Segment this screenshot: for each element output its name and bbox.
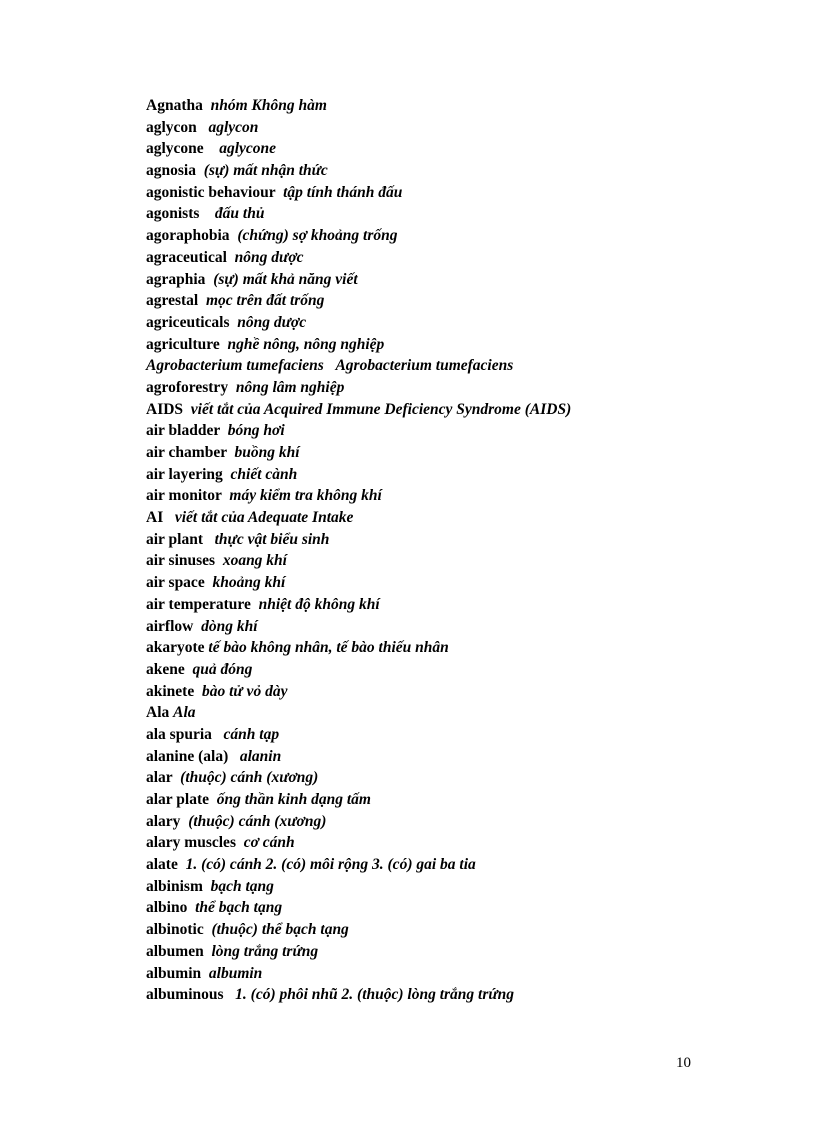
glossary-entry [146,550,786,572]
glossary-entry [146,659,786,681]
entry-definition: nông lâm nghiệp [235,378,345,396]
entry-term: agroforestry [146,378,229,396]
entry-term: albino [146,899,188,917]
entry-term: alary [146,812,181,830]
entry-definition: quả đóng [192,660,253,678]
glossary-entry [146,919,786,941]
entry-separator [215,552,223,569]
entry-definition: Ala [173,704,196,722]
glossary-entry [146,876,786,898]
entry-definition: ống thần kinh dạng tấm [216,791,371,808]
entry-term: airflow [146,617,194,635]
entry-term: air sinuses [146,552,216,570]
glossary-entry [146,464,786,486]
entry-term: Agnatha [146,97,203,114]
glossary-entry [146,399,786,421]
glossary-entry [146,312,786,334]
entry-term: albinism [146,877,203,895]
entry-term: albinotic [146,921,204,939]
glossary-entry [146,507,786,529]
entry-definition: (sự) mất nhận thức [203,162,328,180]
entry-definition: alanin [239,747,282,765]
entry-definition: thực vật biểu sinh [214,530,330,548]
entry-separator [204,140,220,157]
glossary-entry [146,269,786,291]
entry-term: ala spuria [146,725,212,743]
entry-separator [199,205,215,222]
entry-definition: buồng khí [234,444,300,461]
entry-definition: viết tắt của Adequate Intake [174,509,354,527]
entry-separator [203,878,211,895]
entry-separator [197,119,209,136]
entry-separator [228,379,236,396]
entry-definition: nhóm Không hàm [210,97,327,114]
entry-separator [201,965,209,982]
glossary-entry [146,767,786,789]
entry-term: air temperature [146,595,251,613]
entry-term: alar [146,769,173,787]
entry-term: air chamber [146,444,227,461]
entry-definition: 1. (có) cánh 2. (có) môi rộng 3. (có) gai ba tia [185,856,476,874]
entry-term: AI [146,509,164,527]
entry-definition: albumin [208,964,263,982]
entry-definition: 1. (có) phôi nhũ 2. (thuộc) lòng trắng trứng [235,986,515,1004]
entry-separator [275,184,283,201]
entry-definition: tập tính thánh đấu [283,183,403,201]
entry-separator [223,466,231,483]
entry-separator [209,791,217,808]
glossary-entry [146,637,786,659]
entry-separator [251,596,259,613]
entry-term: agrestal [146,292,199,310]
entry-definition: chiết cành [230,465,298,483]
glossary-entry [146,572,786,594]
entry-separator [228,748,240,765]
entry-term: air monitor [146,487,222,505]
glossary-entry [146,897,786,919]
entry-definition: dòng khí [201,617,258,635]
entry-definition: máy kiểm tra không khí [229,487,382,505]
entry-separator [227,249,235,266]
entry-definition: nông dược [237,313,307,331]
entry-separator [178,856,186,873]
entry-separator [163,509,175,526]
entry-term: air layering [146,465,223,483]
entry-separator [212,726,224,743]
entry-term: albumin [146,964,202,982]
entry-term: aglycone [146,140,204,158]
glossary-entry-list [146,95,786,1006]
glossary-entry [146,355,786,377]
entry-definition: nhiệt độ không khí [258,595,380,613]
glossary-entry [146,529,786,551]
entry-term: Agrobacterium tumefaciens [146,357,324,375]
entry-definition: (thuộc) cánh (xương) [188,812,327,830]
entry-separator [187,899,195,916]
entry-term: AIDS [146,400,184,418]
entry-definition: aglycon [208,118,259,136]
entry-definition: khoảng khí [212,574,286,592]
entry-separator [185,661,193,678]
glossary-entry [146,984,786,1006]
entry-separator [193,618,201,635]
glossary-entry [146,702,786,724]
entry-definition: cánh tạp [223,725,280,743]
entry-term: akinete [146,682,195,700]
entry-separator [194,683,202,700]
entry-term: agnosia [146,162,196,180]
entry-definition: (thuộc) cánh (xương) [180,769,319,787]
entry-term: akaryote [146,639,205,657]
entry-term: agriceuticals [146,313,230,331]
glossary-entry [146,117,786,139]
entry-term: agriculture [146,335,220,353]
entry-definition: xoang khí [222,552,287,570]
glossary-entry [146,420,786,442]
glossary-entry [146,95,786,117]
glossary-entry [146,724,786,746]
glossary-entry [146,681,786,703]
entry-term: agonists [146,205,200,223]
entry-term: albuminous [146,986,224,1004]
entry-definition: nông dược [234,248,304,266]
entry-definition: bóng hơi [227,422,285,440]
entry-term: alate [146,856,178,874]
glossary-entry [146,247,786,269]
entry-separator [198,292,206,309]
entry-separator [227,444,235,461]
glossary-entry [146,290,786,312]
entry-separator [172,769,180,786]
glossary-entry [146,616,786,638]
entry-definition: tế bào không nhân, tế bào thiếu nhân [208,639,449,657]
entry-term: aglycon [146,118,197,136]
entry-term: air space [146,574,205,592]
entry-separator [196,162,204,179]
entry-separator [183,401,191,418]
entry-definition: thể bạch tạng [195,899,283,917]
entry-term: Ala [146,704,170,722]
entry-definition: nghề nông, nông nghiệp [227,335,385,353]
glossary-entry [146,334,786,356]
entry-term: agraphia [146,270,206,288]
entry-term: akene [146,660,185,678]
entry-separator [203,531,215,548]
entry-term: agraceutical [146,248,227,266]
entry-definition: Agrobacterium tumefaciens [335,357,514,375]
glossary-entry [146,442,786,464]
entry-term: alanine (ala) [146,747,229,765]
entry-definition: lòng trắng trứng [211,942,319,960]
glossary-entry [146,832,786,854]
entry-definition: bào tử vỏ dày [201,682,288,700]
entry-term: alar plate [146,791,209,808]
entry-term: albumen [146,942,204,960]
entry-separator [203,97,211,114]
entry-separator [224,986,236,1003]
entry-definition: viết tắt của Acquired Immune Deficiency Syndrome (AIDS) [190,400,572,418]
glossary-entry [146,182,786,204]
entry-term: alary muscles [146,834,236,852]
glossary-entry [146,789,786,811]
entry-separator [236,834,244,851]
glossary-entry [146,941,786,963]
glossary-entry [146,746,786,768]
glossary-entry [146,160,786,182]
entry-term: agonistic behaviour [146,183,276,201]
glossary-entry [146,594,786,616]
entry-definition: cơ cánh [243,834,295,852]
entry-term: air plant [146,530,203,548]
entry-definition: bạch tạng [210,877,274,895]
glossary-entry [146,203,786,225]
glossary-entry [146,811,786,833]
page-number: 10 [676,1055,691,1071]
entry-term: agoraphobia [146,227,230,245]
entry-separator [324,357,336,374]
entry-definition: (sự) mất khả năng viết [213,270,358,288]
entry-definition: mọc trên đất trống [205,292,325,310]
glossary-entry [146,138,786,160]
entry-definition: (thuộc) thể bạch tạng [211,921,349,939]
glossary-entry [146,854,786,876]
entry-definition: aglycone [219,140,277,158]
entry-term: air bladder [146,422,220,440]
glossary-entry [146,225,786,247]
glossary-entry [146,963,786,985]
entry-definition: (chứng) sợ khoảng trống [237,227,398,245]
entry-separator [220,336,228,353]
entry-separator [220,422,228,439]
glossary-entry [146,485,786,507]
glossary-entry [146,377,786,399]
entry-definition: đấu thủ [214,205,265,223]
